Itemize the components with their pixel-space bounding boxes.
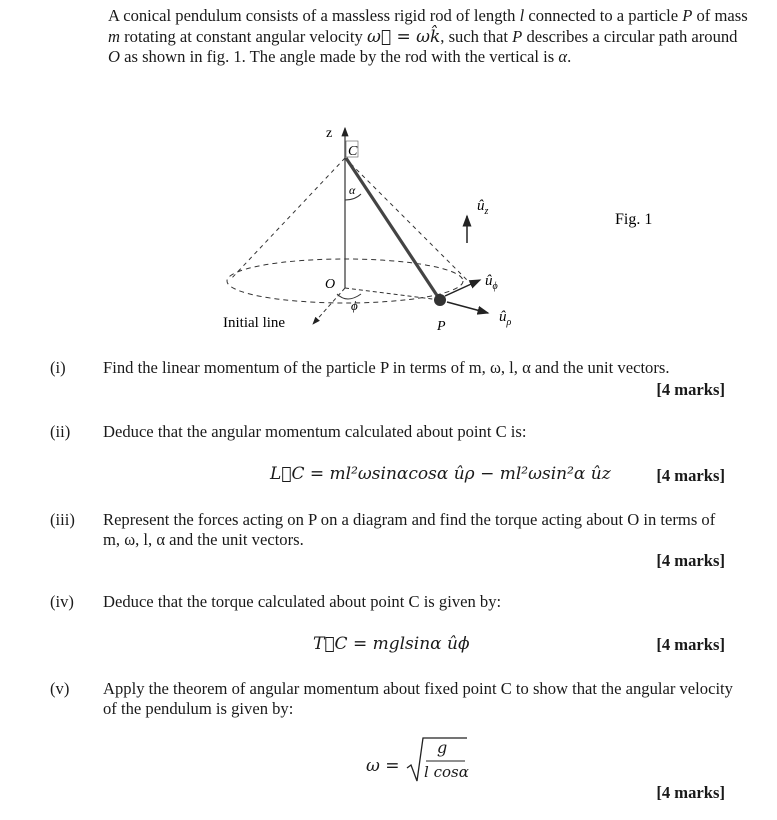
intro-text: rotating at constant angular velocity [119, 26, 367, 46]
intro-text: connected to a particle [524, 6, 683, 25]
sqrt-fraction [405, 734, 467, 784]
intro-text: as shown in fig. 1. The angle made by the rod with the vertical is [119, 47, 559, 66]
rigid-rod [346, 158, 440, 300]
unit-rho-label: $û_\rho$ [499, 309, 512, 328]
fraction-denominator: l cosα [424, 763, 469, 781]
var-o: O [108, 47, 120, 66]
var-l: l [519, 6, 525, 25]
var-m: m [108, 26, 120, 46]
omega-lhs: ω = [366, 756, 400, 776]
question-text: Deduce that the angular momentum calculated about point C is: [103, 422, 527, 441]
question-number: (v) [50, 679, 70, 698]
angle-phi-label: ϕ [351, 298, 358, 313]
question-marks: [4 marks] [656, 466, 725, 485]
var-p: P [512, 26, 523, 46]
radius-dashed [345, 288, 440, 300]
unit-rho-arrow [447, 302, 488, 313]
var-p: P [682, 6, 693, 25]
question-text: Deduce that the torque calculated about point C is given by: [103, 592, 502, 611]
torque-equation: T⃗C = mglsinα ûϕ [313, 634, 470, 654]
intro-text: . [567, 47, 572, 66]
question-number: (i) [50, 358, 66, 377]
intro-text: A conical pendulum consists of a massless rigid rod of length [108, 6, 520, 25]
initial-line-label: Initial line [223, 315, 286, 331]
question-marks: [4 marks] [656, 380, 725, 399]
fraction-numerator: g [437, 738, 448, 757]
unit-z-label: $û_z$ [477, 198, 489, 217]
intro-text: describes a circular path around [522, 26, 738, 46]
question-marks: [4 marks] [656, 783, 725, 802]
question-marks: [4 marks] [656, 551, 725, 570]
point-c-label: C [348, 144, 358, 159]
particle-p [434, 294, 446, 306]
omega-vector: ω⃗ = ωk̂ [366, 26, 441, 47]
cone-right-dashed [345, 158, 467, 280]
cone-left-dashed [230, 158, 345, 280]
question-text: Find the linear momentum of the particle P in terms of m, ω, l, α and the unit vectors. [103, 358, 670, 377]
conical-pendulum-figure [205, 118, 675, 343]
initial-line-arrow [313, 288, 345, 324]
z-axis-label: z [326, 126, 333, 141]
intro-text: , such that [440, 26, 513, 46]
intro-text: of mass [692, 6, 748, 25]
figure-caption: Fig. 1 [615, 211, 653, 228]
question-number: (ii) [50, 422, 71, 441]
point-p-label: P [437, 319, 446, 334]
problem-intro [108, 6, 748, 68]
pendulum-diagram [205, 118, 675, 343]
angle-alpha-label: α [349, 183, 356, 197]
question-text: Apply the theorem of angular momentum about fixed point C to show that the angular velocity of the pendulum is given by: [103, 679, 733, 718]
question-number: (iii) [50, 510, 75, 529]
var-alpha: α [558, 47, 568, 66]
point-o-label: O [325, 277, 336, 292]
question-number: (iv) [50, 592, 74, 611]
question-text: Represent the forces acting on P on a diagram and find the torque acting about O in terms of m, ω, l, α and the unit vectors. [103, 510, 716, 549]
question-marks: [4 marks] [656, 635, 725, 654]
unit-phi-label: $û_\phi$ [485, 273, 498, 292]
angular-momentum-equation: L⃗C = ml²ωsinαcosα ûρ − ml²ωsin²α ûz [270, 464, 611, 484]
